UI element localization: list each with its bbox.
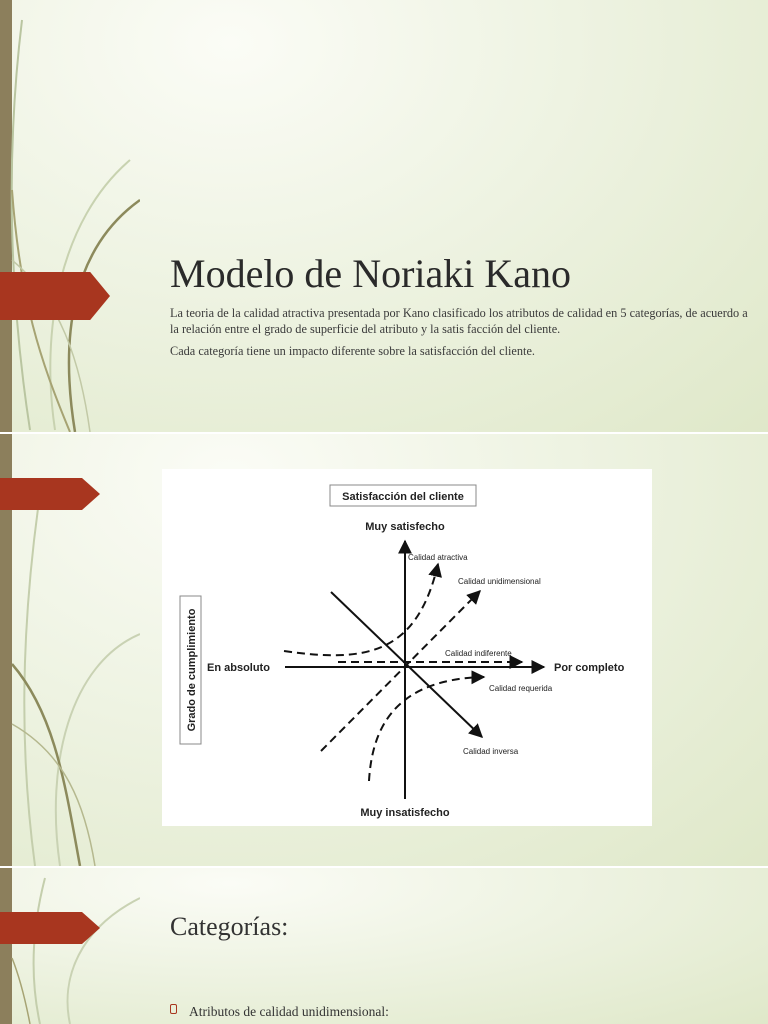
bullet-item xyxy=(170,1004,389,1020)
indifferent-quality-label: Calidad indiferente xyxy=(445,649,512,658)
satisfaction-title: Satisfacción del cliente xyxy=(342,491,464,503)
inverse-quality-label: Calidad inversa xyxy=(463,747,519,756)
decorative-grass-lines xyxy=(0,0,140,432)
impact-paragraph: Cada categoría tiene un impacto diferente sobre la satisfacción del cliente. xyxy=(170,344,535,358)
decorative-grass-lines xyxy=(0,868,140,1024)
intro-paragraph: La teoria de la calidad atractiva presentada por Kano clasificado los atributos de calidad en 5 categorías, de acuerdo a la relación entre el grado de superficie del atributo y la satis facción del cliente. xyxy=(170,306,748,336)
required-quality-curve xyxy=(369,677,484,781)
fulfillment-title: Grado de cumplimiento xyxy=(186,608,198,732)
kano-diagram xyxy=(162,469,652,826)
very-dissatisfied-label: Muy insatisfecho xyxy=(360,807,450,819)
required-quality-label: Calidad requerida xyxy=(489,684,553,693)
slide-title: Modelo de Noriaki Kano xyxy=(170,251,572,296)
slide-1 xyxy=(0,0,768,432)
completely-label: Por completo xyxy=(554,662,625,674)
slide-2 xyxy=(0,434,768,866)
slide-marker-tab xyxy=(0,272,110,320)
attractive-quality-curve xyxy=(284,564,438,655)
slide-3 xyxy=(0,868,768,1024)
attractive-quality-label: Calidad atractiva xyxy=(408,553,468,562)
bullet-marker-icon xyxy=(170,1004,177,1014)
bullet-text: Atributos de calidad unidimensional: xyxy=(189,1004,389,1019)
very-satisfied-label: Muy satisfecho xyxy=(365,521,445,533)
one-dimensional-quality-line xyxy=(321,591,480,751)
slide-marker-tab xyxy=(0,912,100,944)
not-at-all-label: En absoluto xyxy=(207,662,270,674)
one-dimensional-quality-label: Calidad unidimensional xyxy=(458,577,541,586)
slide-marker-tab xyxy=(0,478,100,510)
categories-heading: Categorías: xyxy=(170,912,289,941)
